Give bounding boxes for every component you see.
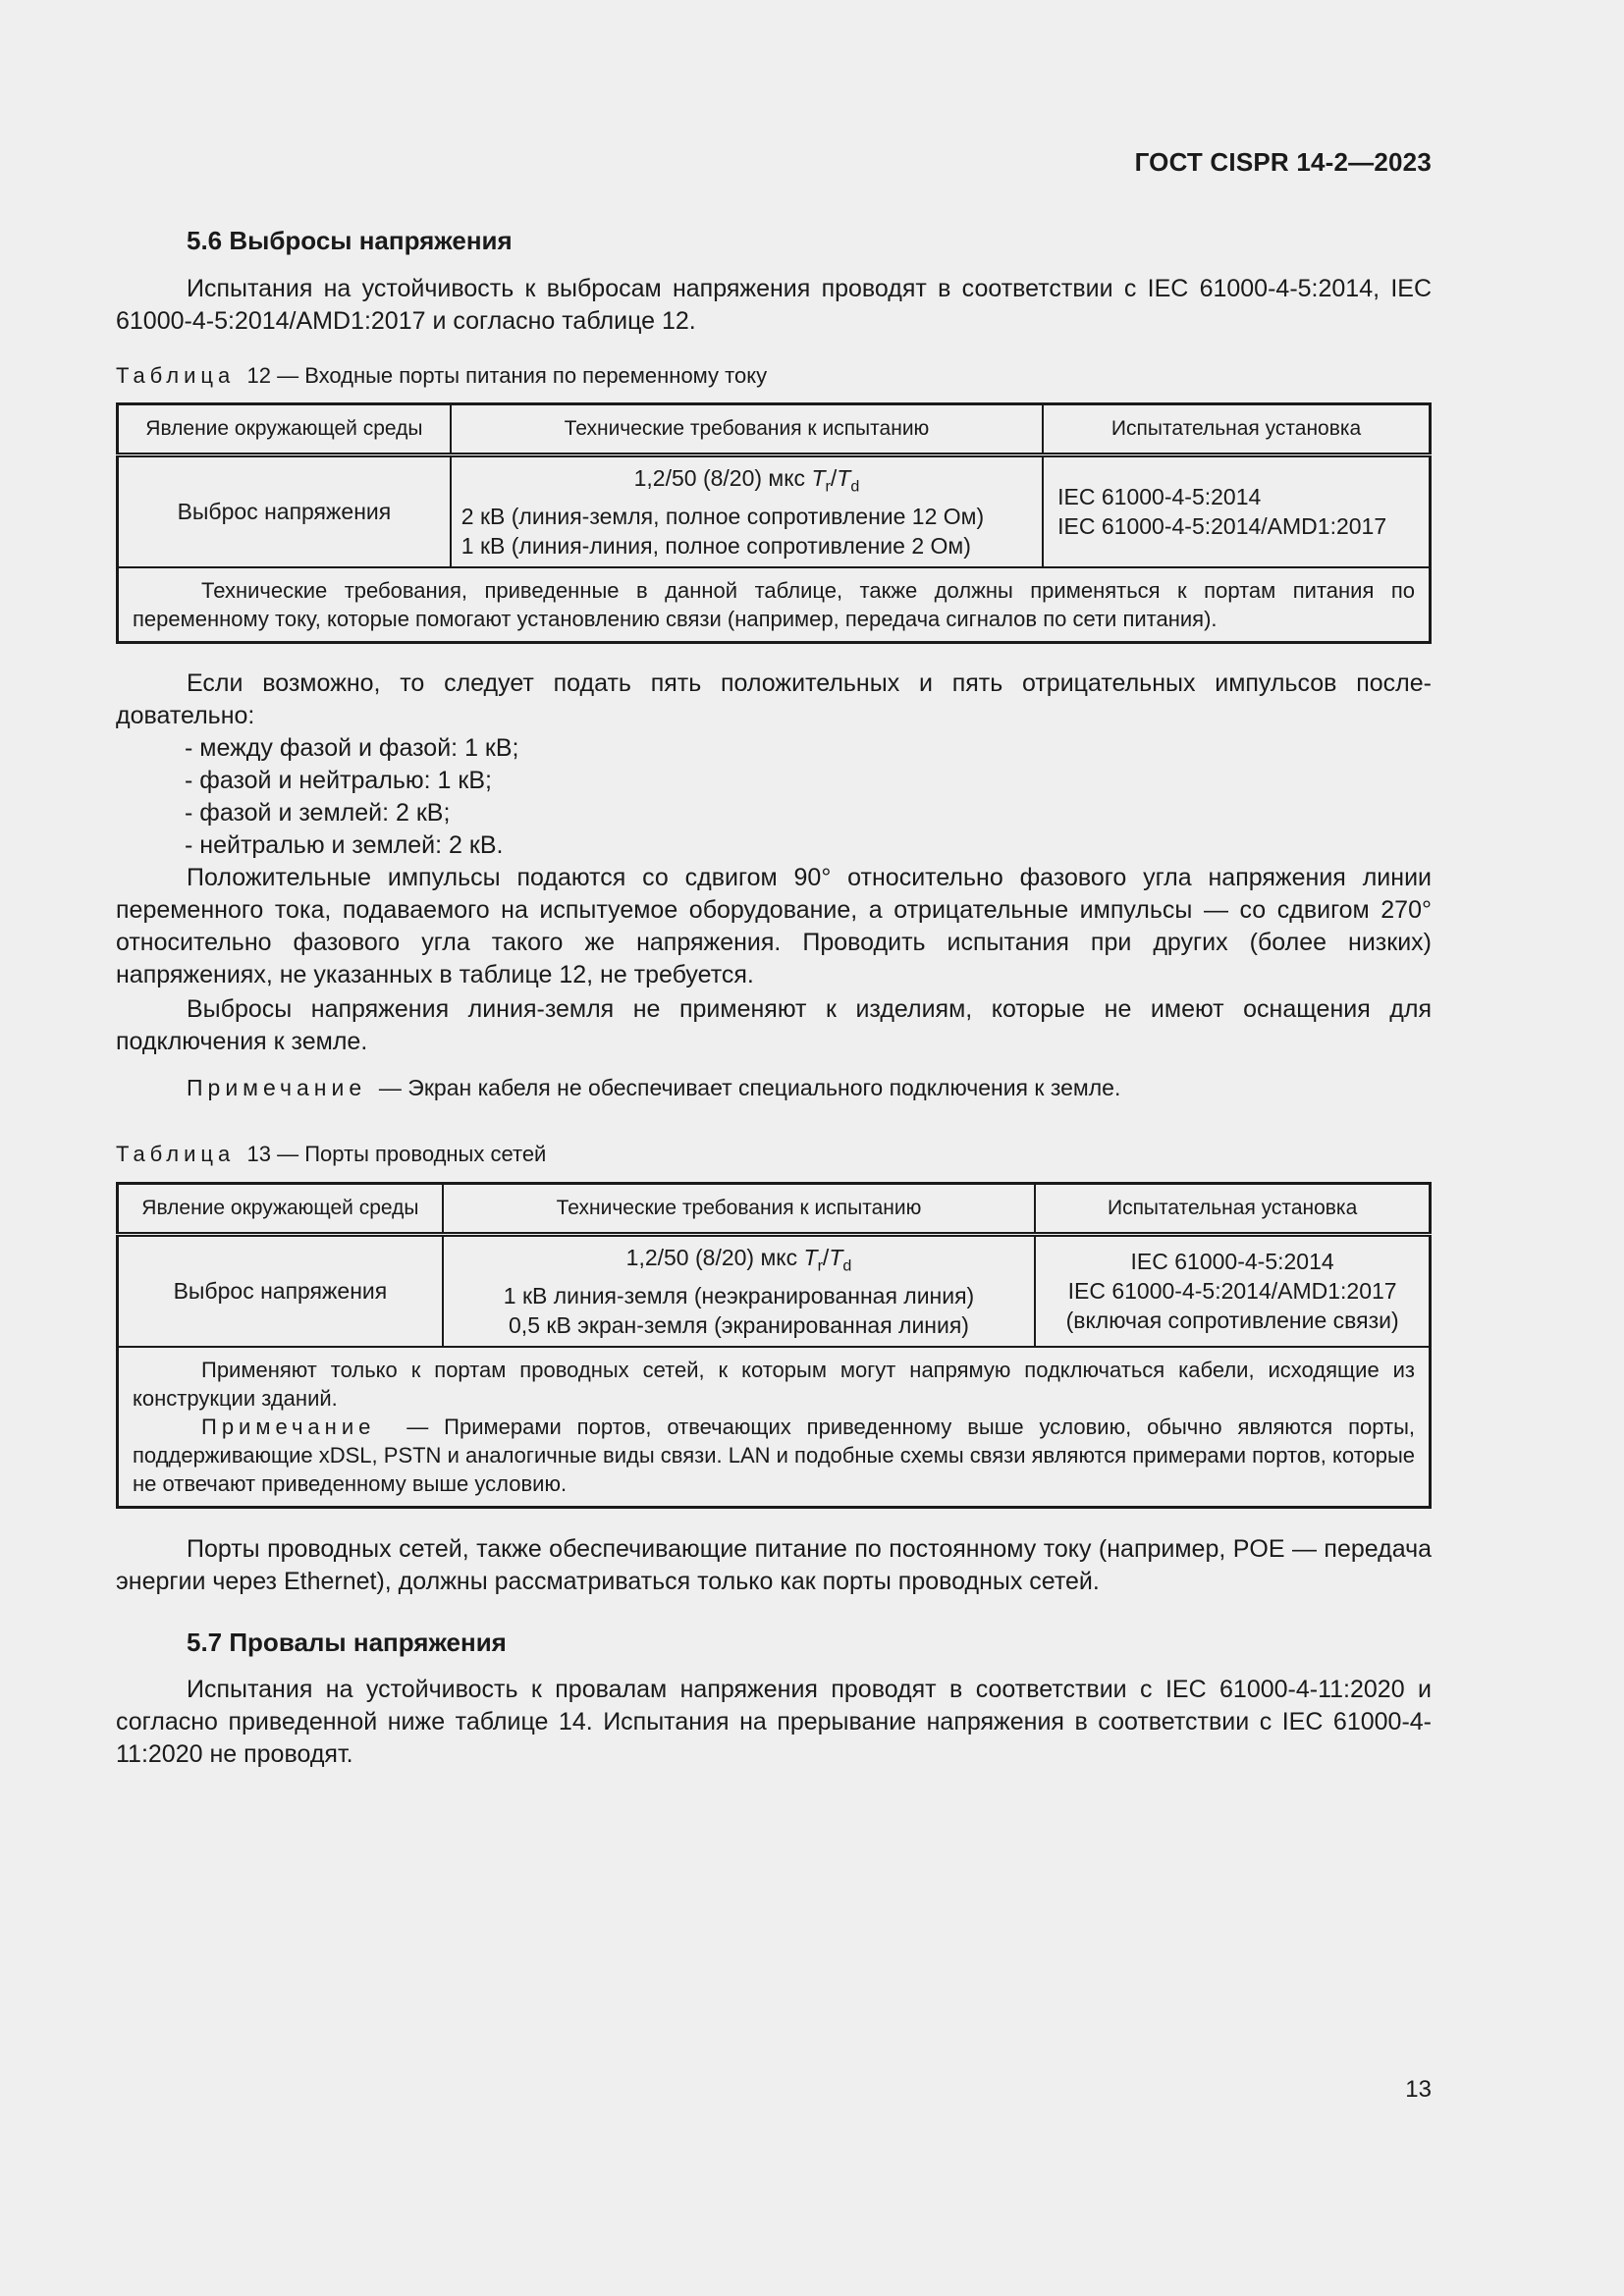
table-header-cell: Технические требования к испытанию <box>451 404 1043 455</box>
table-13-caption <box>116 1142 546 1167</box>
requirement-line: 1 кВ линия-земля (неэкранированная линия) <box>503 1282 975 1308</box>
requirement-line: 0,5 кВ экран-земля (экранированная линия) <box>509 1311 969 1338</box>
list-item: - нейтралью и землей: 2 кВ. <box>185 831 504 859</box>
table-cell-phenomenon: Выброс напряжения <box>118 1235 443 1347</box>
table-12-caption <box>116 363 767 389</box>
table-caption-text: 13 — Порты проводных сетей <box>246 1142 547 1166</box>
table-footnote-row <box>118 1347 1431 1508</box>
table-footnote <box>118 1347 1431 1508</box>
table-cell-setup <box>1035 1235 1430 1347</box>
table-cell-phenomenon: Выброс напряжения <box>118 455 451 567</box>
setup-line: IEC 61000-4-5:2014/AMD1:2017 <box>1067 1278 1397 1305</box>
table-header-row <box>118 404 1431 455</box>
paragraph-pulses-ground: Выбросы напряжения линия-земля не применяют к изделиям, которые не имеют оснащения для подключения к земле. <box>116 995 1432 1055</box>
note-cable-screen: Примечание — Экран кабеля не обеспечивает специального подключения к земле. <box>187 1075 1121 1100</box>
table-13 <box>116 1182 1432 1509</box>
table-footnote: Технические требования, приведенные в данной таблице, также должны применяться к портам питания по переменному току, которые помогают установлению связи (например, передача сигналов по сети питания). <box>118 567 1431 643</box>
list-item: - фазой и нейтралью: 1 кВ; <box>185 767 492 794</box>
paragraph-pulses-intro: Если возможно, то следует подать пять положительных и пять отрицательных импульсов после-довательно: <box>116 669 1432 729</box>
table-row <box>118 1235 1431 1347</box>
section-heading-5-7: 5.7 Провалы напряжения <box>187 1628 507 1657</box>
requirement-line: 2 кВ (линия-земля, полное сопротивление 12 Ом) <box>460 503 985 529</box>
setup-line: (включая сопротивление связи) <box>1065 1308 1399 1334</box>
table-header-cell: Явление окружающей среды <box>118 404 451 455</box>
table-caption-word: Таблица <box>116 363 236 388</box>
table-footnote-row <box>118 567 1431 643</box>
table-cell-setup <box>1043 455 1430 567</box>
footnote-text: Применяют только к портам проводных сетей, к которым могут напрямую подключаться кабели, исходящие из конструкции зданий. <box>133 1357 1415 1411</box>
setup-line: IEC 61000-4-5:2014/AMD1:2017 <box>1057 513 1387 540</box>
table-header-cell: Технические требования к испытанию <box>443 1184 1035 1235</box>
table-header-row <box>118 1184 1431 1235</box>
paragraph-pulses-phase: Положительные импульсы подаются со сдвигом 90° относительно фазового угла напряжения линии переменного тока, подаваемого на испытуемое оборудование, а отрицательные импульсы — со сдвигом 270° относительно фазового угла такого же напряжения. Проводить испытания при других (более низких) напряжениях, не указанных в таблице 12, не требуется. <box>116 864 1432 988</box>
paragraph-poe: Порты проводных сетей, также обеспечивающие питание по постоянному току (например, POE — передача энергии через Ethernet), должны рассматриваться только как порты проводных сетей. <box>116 1535 1432 1595</box>
requirement-line: 1,2/50 (8/20) мкс $T_r/T_d$ <box>633 465 860 496</box>
table-12 <box>116 402 1432 644</box>
table-row <box>118 455 1431 567</box>
section-heading-5-6: 5.6 Выбросы напряжения <box>187 226 513 255</box>
paragraph-5-7-intro: Испытания на устойчивость к провалам напряжения проводят в соответствии с IEC 61000-4-11:2020 и согласно приведенной ниже таблице 14. Испытания на прерывание напряжения в соответствии с IEC 61000-4-11:2020 не проводят. <box>116 1676 1432 1768</box>
table-header-cell: Испытательная установка <box>1035 1184 1430 1235</box>
setup-line: IEC 61000-4-5:2014 <box>1130 1249 1334 1275</box>
paragraph-5-6-intro <box>116 273 1432 338</box>
requirement-line: 1 кВ (линия-линия, полное сопротивление 2 Ом) <box>460 532 971 559</box>
table-cell-requirements <box>443 1235 1035 1347</box>
paragraph-text: Испытания на устойчивость к выбросам напряжения проводят в соответствии с IEC 61000-4-5:2014, IEC 61000-4-5:2014/AMD1:2017 и согласно таблице 12. <box>116 275 1432 335</box>
page-number: 13 <box>1405 2076 1432 2103</box>
table-caption-word: Таблица <box>116 1142 236 1166</box>
table-caption-text: 12 — Входные порты питания по переменному току <box>246 363 768 388</box>
table-header-cell: Испытательная установка <box>1043 404 1430 455</box>
document-id: ГОСТ CISPR 14-2—2023 <box>1134 147 1432 177</box>
setup-line: IEC 61000-4-5:2014 <box>1057 484 1262 510</box>
table-cell-requirements <box>451 455 1043 567</box>
table-header-cell: Явление окружающей среды <box>118 1184 443 1235</box>
list-item: - фазой и землей: 2 кВ; <box>185 799 451 827</box>
footnote-note: Примечание — Примерами портов, отвечающих приведенному выше условию, обычно являются порты, поддерживающие xDSL, PSTN и аналогичные виды связи. LAN и подобные схемы связи являются примерами портов, которые не отвечают приведенному выше условию. <box>133 1414 1415 1496</box>
list-item: - между фазой и фазой: 1 кВ; <box>185 734 519 762</box>
requirement-line: 1,2/50 (8/20) мкс $T_r/T_d$ <box>625 1245 852 1275</box>
